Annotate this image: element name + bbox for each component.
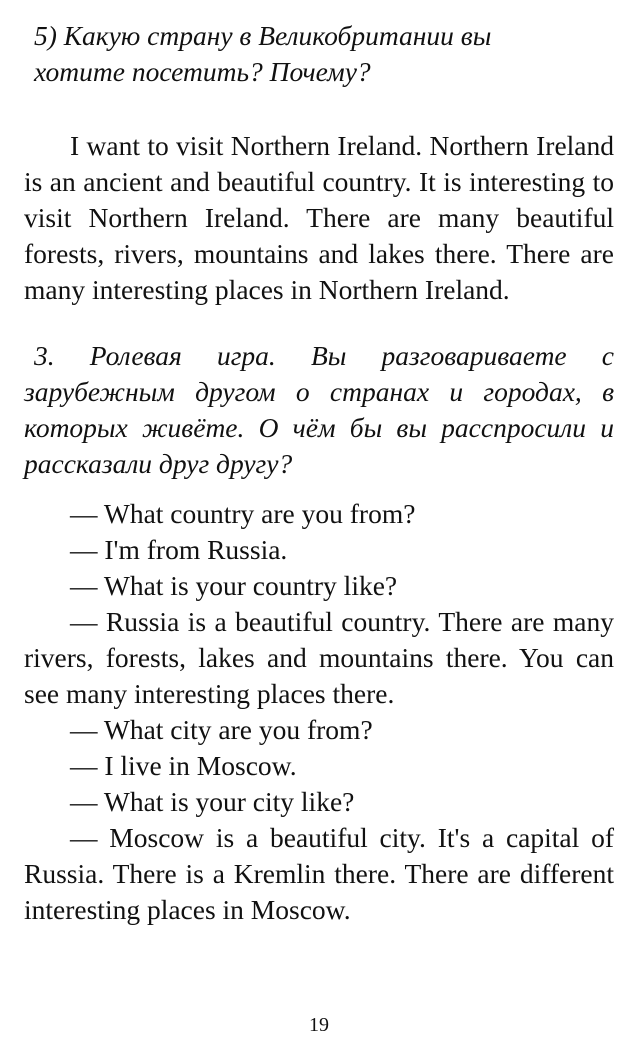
task-5-question [24,18,614,90]
dialog-line: — What is your city like? [70,786,355,817]
dialog-line: — What country are you from? [70,498,416,529]
page-number: 19 [309,1014,329,1036]
dialog-line: — I'm from Russia. [70,534,288,565]
task-5-question-line-2: хотите посетить? Почему? [34,56,371,87]
dialog-line: — I live in Moscow. [70,750,297,781]
spacer [24,90,614,128]
dialog-line: — Moscow is a beautiful city. It's a capital of Russia. There is a Kremlin there. There are different interesting places in Moscow. [24,822,614,925]
task-3-question: 3. Ролевая игра. Вы разговариваете с зарубежным другом о странах и городах, в которых живёте. О чём бы вы расспросили и рассказали друг другу? [24,340,614,479]
dialog-line: — What city are you from? [70,714,373,745]
dialog-list [24,496,614,928]
dialog-line: — Russia is a beautiful country. There are many rivers, forests, lakes and mountains there. You can see many interesting places there. [24,606,614,709]
task-5-question-line-1: 5) Какую страну в Великобритании вы [34,20,492,51]
spacer [24,482,614,496]
task-5-answer: I want to visit Northern Ireland. Northern Ireland is an ancient and beautiful country. It is interesting to visit Northern Ireland. There are many beautiful forests, rivers, mountains and lakes there. There are many interesting places in Northern Ireland. [24,130,614,305]
dialog-line: — What is your country like? [70,570,398,601]
spacer [24,308,614,338]
